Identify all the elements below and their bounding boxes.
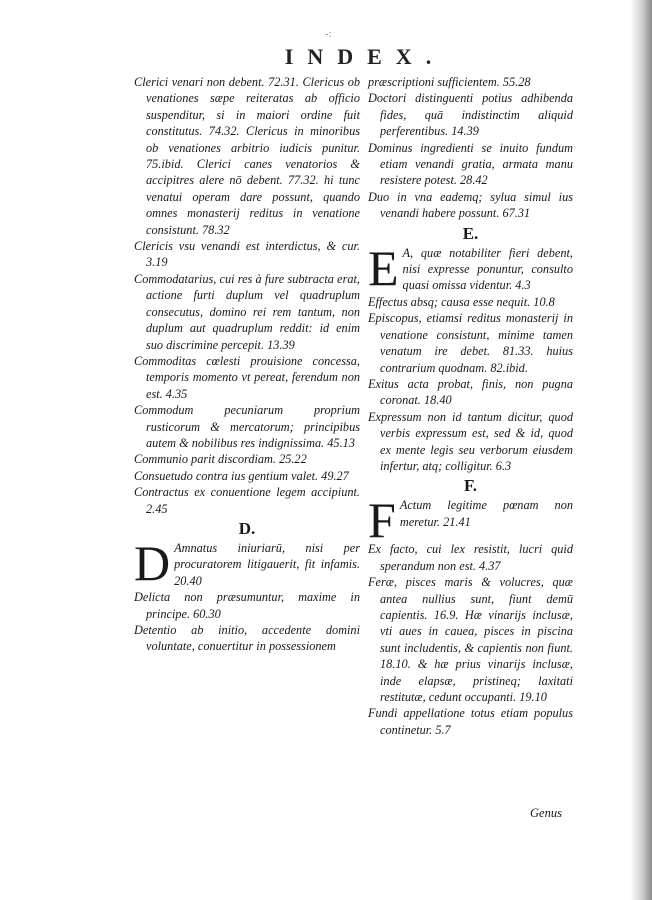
section-letter: D. <box>238 518 256 538</box>
entry-text: A, quæ notabiliter fieri debent, nisi expresse ponuntur, consulto quasi omissa videntur. 4.3 <box>402 245 573 293</box>
index-entry: Effectus absq; causa esse nequit. 10.8 <box>368 294 555 309</box>
index-entry: Commoditas cœlesti prouisione concessa, temporis momento vt pereat, ferendum non est. 4.35 <box>134 353 360 401</box>
index-entry: Consuetudo contra ius gentium valet. 49.27 <box>134 468 349 483</box>
index-entry: Fundi appellatione totus etiam populus continetur. 5.7 <box>368 706 573 737</box>
index-entry: Doctori distinguenti potius adhibenda fides, quā indistinctim aliquid perferentibus. 14.39 <box>368 91 573 139</box>
index-entry <box>368 239 573 296</box>
page-title: INDEX. <box>284 44 446 69</box>
drop-cap: F <box>368 492 396 549</box>
index-entry: Clerici venari non debent. 72.31. Clericus ob venationes sæpe reiteratas ab officio suspenditur, si in maiori ordine fuit constitutus. 74.32. Clericus in minoribus ob venationes arbitrio iudicis punitur. 75.ibid. Clerici canes venatorios & accipitres alere nō debent. 77.32. hi tunc venatui operam dare possunt, quando omnes monasterij reditus in venatione consistunt. 78.32 <box>134 75 360 237</box>
index-entry: Clericis vsu venandi est interdictus, & cur. 3.19 <box>134 239 360 270</box>
page-edge-shadow <box>630 0 652 900</box>
page-marker: -: <box>325 28 332 40</box>
index-entry <box>134 534 360 591</box>
index-entry: Detentio ab initio, accedente domini voluntate, conuertitur in possessionem <box>134 623 360 654</box>
index-entry: Communio parit discordiam. 25.22 <box>134 452 307 467</box>
index-entry: Feræ, pisces maris & volucres, quæ antea nullius sunt, fiunt demū capientis. 16.9. Hæ vinarijs inclusæ, vti aues in cauea, pisces in piscina sunt includentis, & capientis non fiunt. 18.10. & hæ prius vinarijs inclusæ, inde elapsæ, pristineq; laxitati restitutæ, cedunt occupanti. 19.10 <box>368 575 573 704</box>
index-entry: Contractus ex conuentione legem accipiunt. 2.45 <box>134 485 360 516</box>
section-letter: F. <box>463 476 478 496</box>
index-entry <box>368 492 573 549</box>
index-entry: Episcopus, etiamsi reditus monasterij in venatione consistunt, minime tamen venatum ire debet. 81.33. huius contrarium quodnam. 82.ibid. <box>368 311 573 375</box>
index-column-left <box>134 74 360 655</box>
index-entry: Dominus ingredienti se inuito fundum etiam venandi gratia, armata manu resistere potest. 28.42 <box>368 140 573 188</box>
index-entry: Delicta non præsumuntur, maxime in principe. 60.30 <box>134 590 360 621</box>
entry-text: Actum legitime pœnam non meretur. 21.41 <box>399 498 573 529</box>
drop-cap: E <box>368 239 399 296</box>
section-letter: E. <box>462 223 479 243</box>
index-entry: Duo in vna eademq; sylua simul ius venandi habere possunt. 67.31 <box>368 189 573 221</box>
drop-cap: D <box>134 534 171 591</box>
index-entry: Commodatarius, cui res à fure subtracta erat, actione furti duplum vel quadruplum consecutus, domino rei rem tantum, non duplum aut quadruplum reddit: id enim suo discrimine percepit. 13.39 <box>134 271 360 352</box>
catchword: Genus <box>530 806 562 820</box>
entry-text: Amnatus iniuriarū, nisi per procuratorem litigauerit, fit infamis. 20.40 <box>174 540 360 588</box>
index-entry: Expressum non id tantum dicitur, quod verbis expressum est, sed & id, quod ex mente legis seu verborum eiusdem infertur, atq; colligitur. 6.3 <box>368 409 573 473</box>
index-entry: Commodum pecuniarum proprium rusticorum & mercatorum; principibus autem & nobilibus res indignissima. 45.13 <box>134 403 360 450</box>
index-entry: Exitus acta probat, finis, non pugna coronat. 18.40 <box>368 376 573 408</box>
index-entry: Ex facto, cui lex resistit, lucri quid sperandum non est. 4.37 <box>368 542 573 573</box>
entry-continuation: præscriptioni sufficientem. 55.28 <box>368 75 531 89</box>
index-column-right <box>368 74 573 738</box>
